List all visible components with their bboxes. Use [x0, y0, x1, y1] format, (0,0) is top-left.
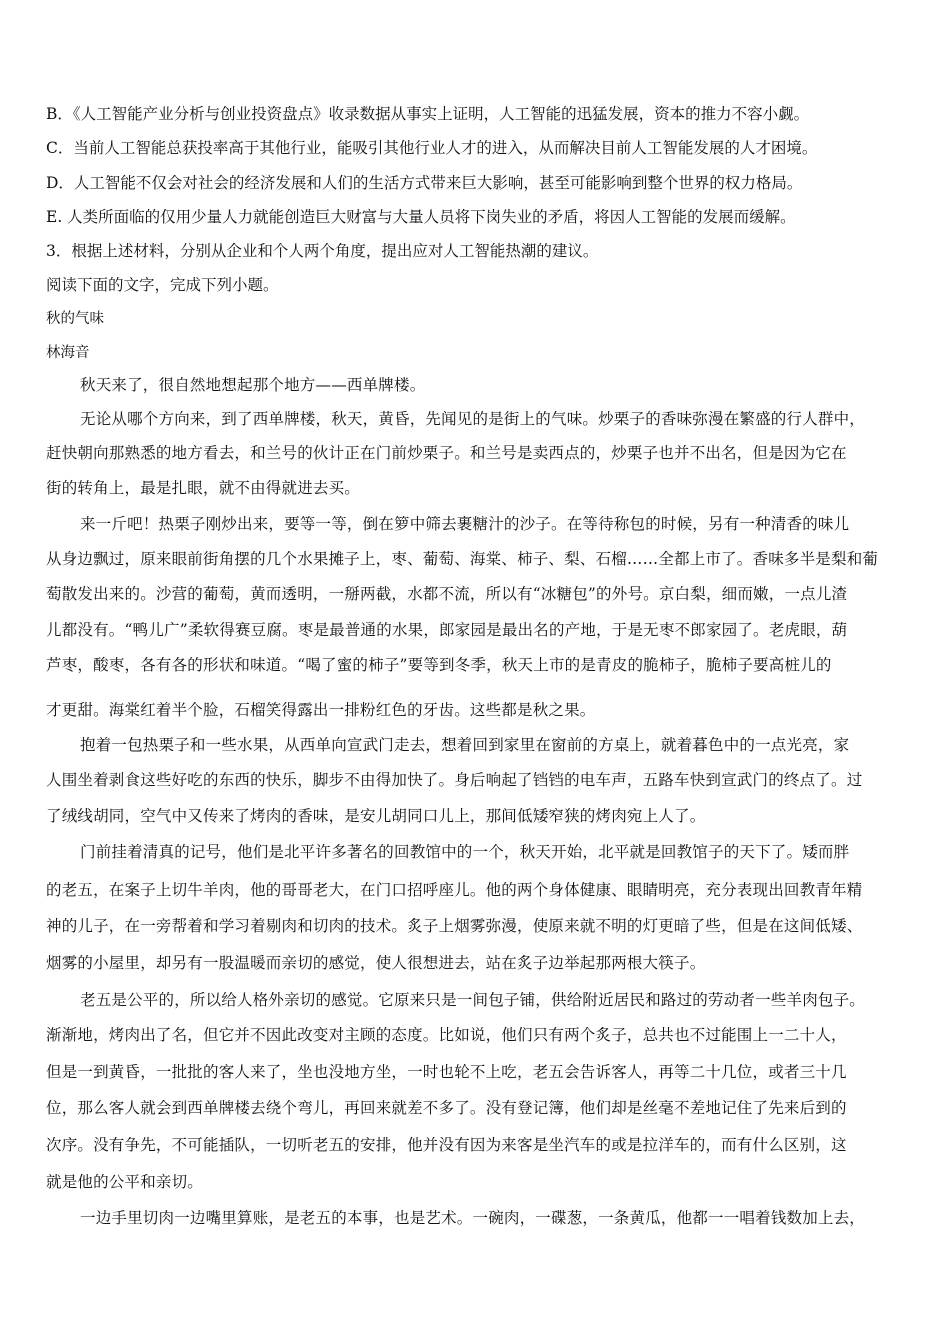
paragraph-3-line: 来一斤吧！热栗子刚炒出来，要等一等，倒在箩中筛去裹糖汁的沙子。在等待称包的时候，另有一种清香的味儿: [80, 515, 850, 533]
article-author: 林海音: [46, 345, 90, 361]
question-3: 3．根据上述材料，分别从企业和个人两个角度，提出应对人工智能热潮的建议。: [46, 242, 599, 260]
paragraph-5-line: 门前挂着清真的记号，他们是北平许多著名的回教馆中的一个，秋天开始，北平就是回教馆子的天下了。矮而胖: [80, 843, 850, 861]
paragraph-3-line: 萄散发出来的。沙营的葡萄，黄而透明，一掰两截，水都不流，所以有“冰糖包”的外号。京白梨，细而嫩，一点儿渣: [46, 585, 848, 603]
paragraph-3-line: 从身边飘过，原来眼前街角摆的几个水果摊子上，枣、葡萄、海棠、柿子、梨、石榴……全都上市了。香味多半是梨和葡: [46, 550, 879, 568]
paragraph-3-line: 儿都没有。“鸭儿广”柔软得赛豆腐。枣是最普通的水果，郎家园是最出名的产地，于是无枣不郎家园了。老虎眼，葫: [46, 621, 848, 639]
paragraph-5-line: 神的儿子，在一旁帮着和学习着剔肉和切肉的技术。炙子上烟雾弥漫，使原来就不明的灯更暗了些，但是在这间低矮、: [46, 917, 863, 935]
option-c: C．当前人工智能总获投率高于其他行业，能吸引其他行业人才的进入，从而解决目前人工智能发展的人才困境。: [46, 139, 818, 157]
paragraph-3-line: 才更甜。海棠红着半个脸，石榴笑得露出一排粉红色的牙齿。这些都是秋之果。: [46, 701, 596, 719]
paragraph-2-line: 街的转角上，最是扎眼，就不由得就进去买。: [46, 479, 361, 497]
paragraph-6-line: 就是他的公平和亲切。: [46, 1173, 204, 1191]
paragraph-5-line: 的老五，在案子上切牛羊肉，他的哥哥老大，在门口招呼座儿。他的两个身体健康、眼睛明亮，充分表现出回教青年精: [46, 881, 863, 899]
paragraph-6-line: 老五是公平的，所以给人格外亲切的感觉。它原来只是一间包子铺，供给附近居民和路过的劳动者一些羊肉包子。: [80, 991, 866, 1009]
paragraph-4-line: 了绒线胡同，空气中又传来了烤肉的香味，是安儿胡同口儿上，那间低矮窄狭的烤肉宛上人了。: [46, 807, 706, 825]
paragraph-6-line: 位，那么客人就会到西单牌楼去绕个弯儿，再回来就差不多了。没有登记簿，他们却是丝毫不差地记住了先来后到的: [46, 1099, 847, 1117]
article-title: 秋的气味: [46, 311, 104, 327]
option-e: E. 人类所面临的仅用少量人力就能创造巨大财富与大量人员将下岗失业的矛盾，将因人工智能的发展而缓解。: [46, 208, 796, 226]
paragraph-2-line: 无论从哪个方向来，到了西单牌楼，秋天，黄昏，先闻见的是街上的气味。炒栗子的香味弥漫在繁盛的行人群中，: [80, 410, 866, 428]
paragraph-2-line: 赶快朝向那熟悉的地方看去，和兰号的伙计正在门前炒栗子。和兰号是卖西点的，炒栗子也并不出名，但是因为它在: [46, 444, 847, 462]
option-d: D．人工智能不仅会对社会的经济发展和人们的生活方式带来巨大影响，甚至可能影响到整个世界的权力格局。: [46, 174, 803, 192]
paragraph-7-line: 一边手里切肉一边嘴里算账，是老五的本事，也是艺术。一碗肉，一碟葱，一条黄瓜，他都一一唱着钱数加上去，: [80, 1209, 866, 1227]
paragraph-6-line: 渐渐地，烤肉出了名，但它并不因此改变对主顾的态度。比如说，他们只有两个炙子，总共也不过能围上一二十人，: [46, 1026, 847, 1044]
paragraph-5-line: 烟雾的小屋里，却另有一股温暖而亲切的感觉，使人很想进去，站在炙子边举起那两根大筷子。: [46, 954, 706, 972]
paragraph-1-line: 秋天来了，很自然地想起那个地方——西单牌楼。: [80, 376, 426, 394]
paragraph-3-line: 芦枣，酸枣，各有各的形状和味道。“喝了蜜的柿子”要等到冬季，秋天上市的是青皮的脆柿子，脆柿子要高桩儿的: [46, 656, 832, 674]
paragraph-4-line: 抱着一包热栗子和一些水果，从西单向宣武门走去，想着回到家里在窗前的方桌上，就着暮色中的一点光亮，家: [80, 736, 850, 754]
paragraph-6-line: 但是一到黄昏，一批批的客人来了，坐也没地方坐，一时也轮不上吃，老五会告诉客人，再等二十几位，或者三十几: [46, 1063, 847, 1081]
paragraph-4-line: 人围坐着剥食这些好吃的东西的快乐，脚步不由得加快了。身后响起了铛铛的电车声，五路车快到宣武门的终点了。过: [46, 771, 863, 789]
option-b: B．《人工智能产业分析与创业投资盘点》收录数据从事实上证明，人工智能的迅猛发展，资本的推力不容小觑。: [46, 105, 810, 123]
paragraph-6-line: 次序。没有争先，不可能插队，一切听老五的安排，他并没有因为来客是坐汽车的或是拉洋车的，而有什么区别，这: [46, 1136, 847, 1154]
reading-instruction: 阅读下面的文字，完成下列小题。: [46, 276, 279, 294]
